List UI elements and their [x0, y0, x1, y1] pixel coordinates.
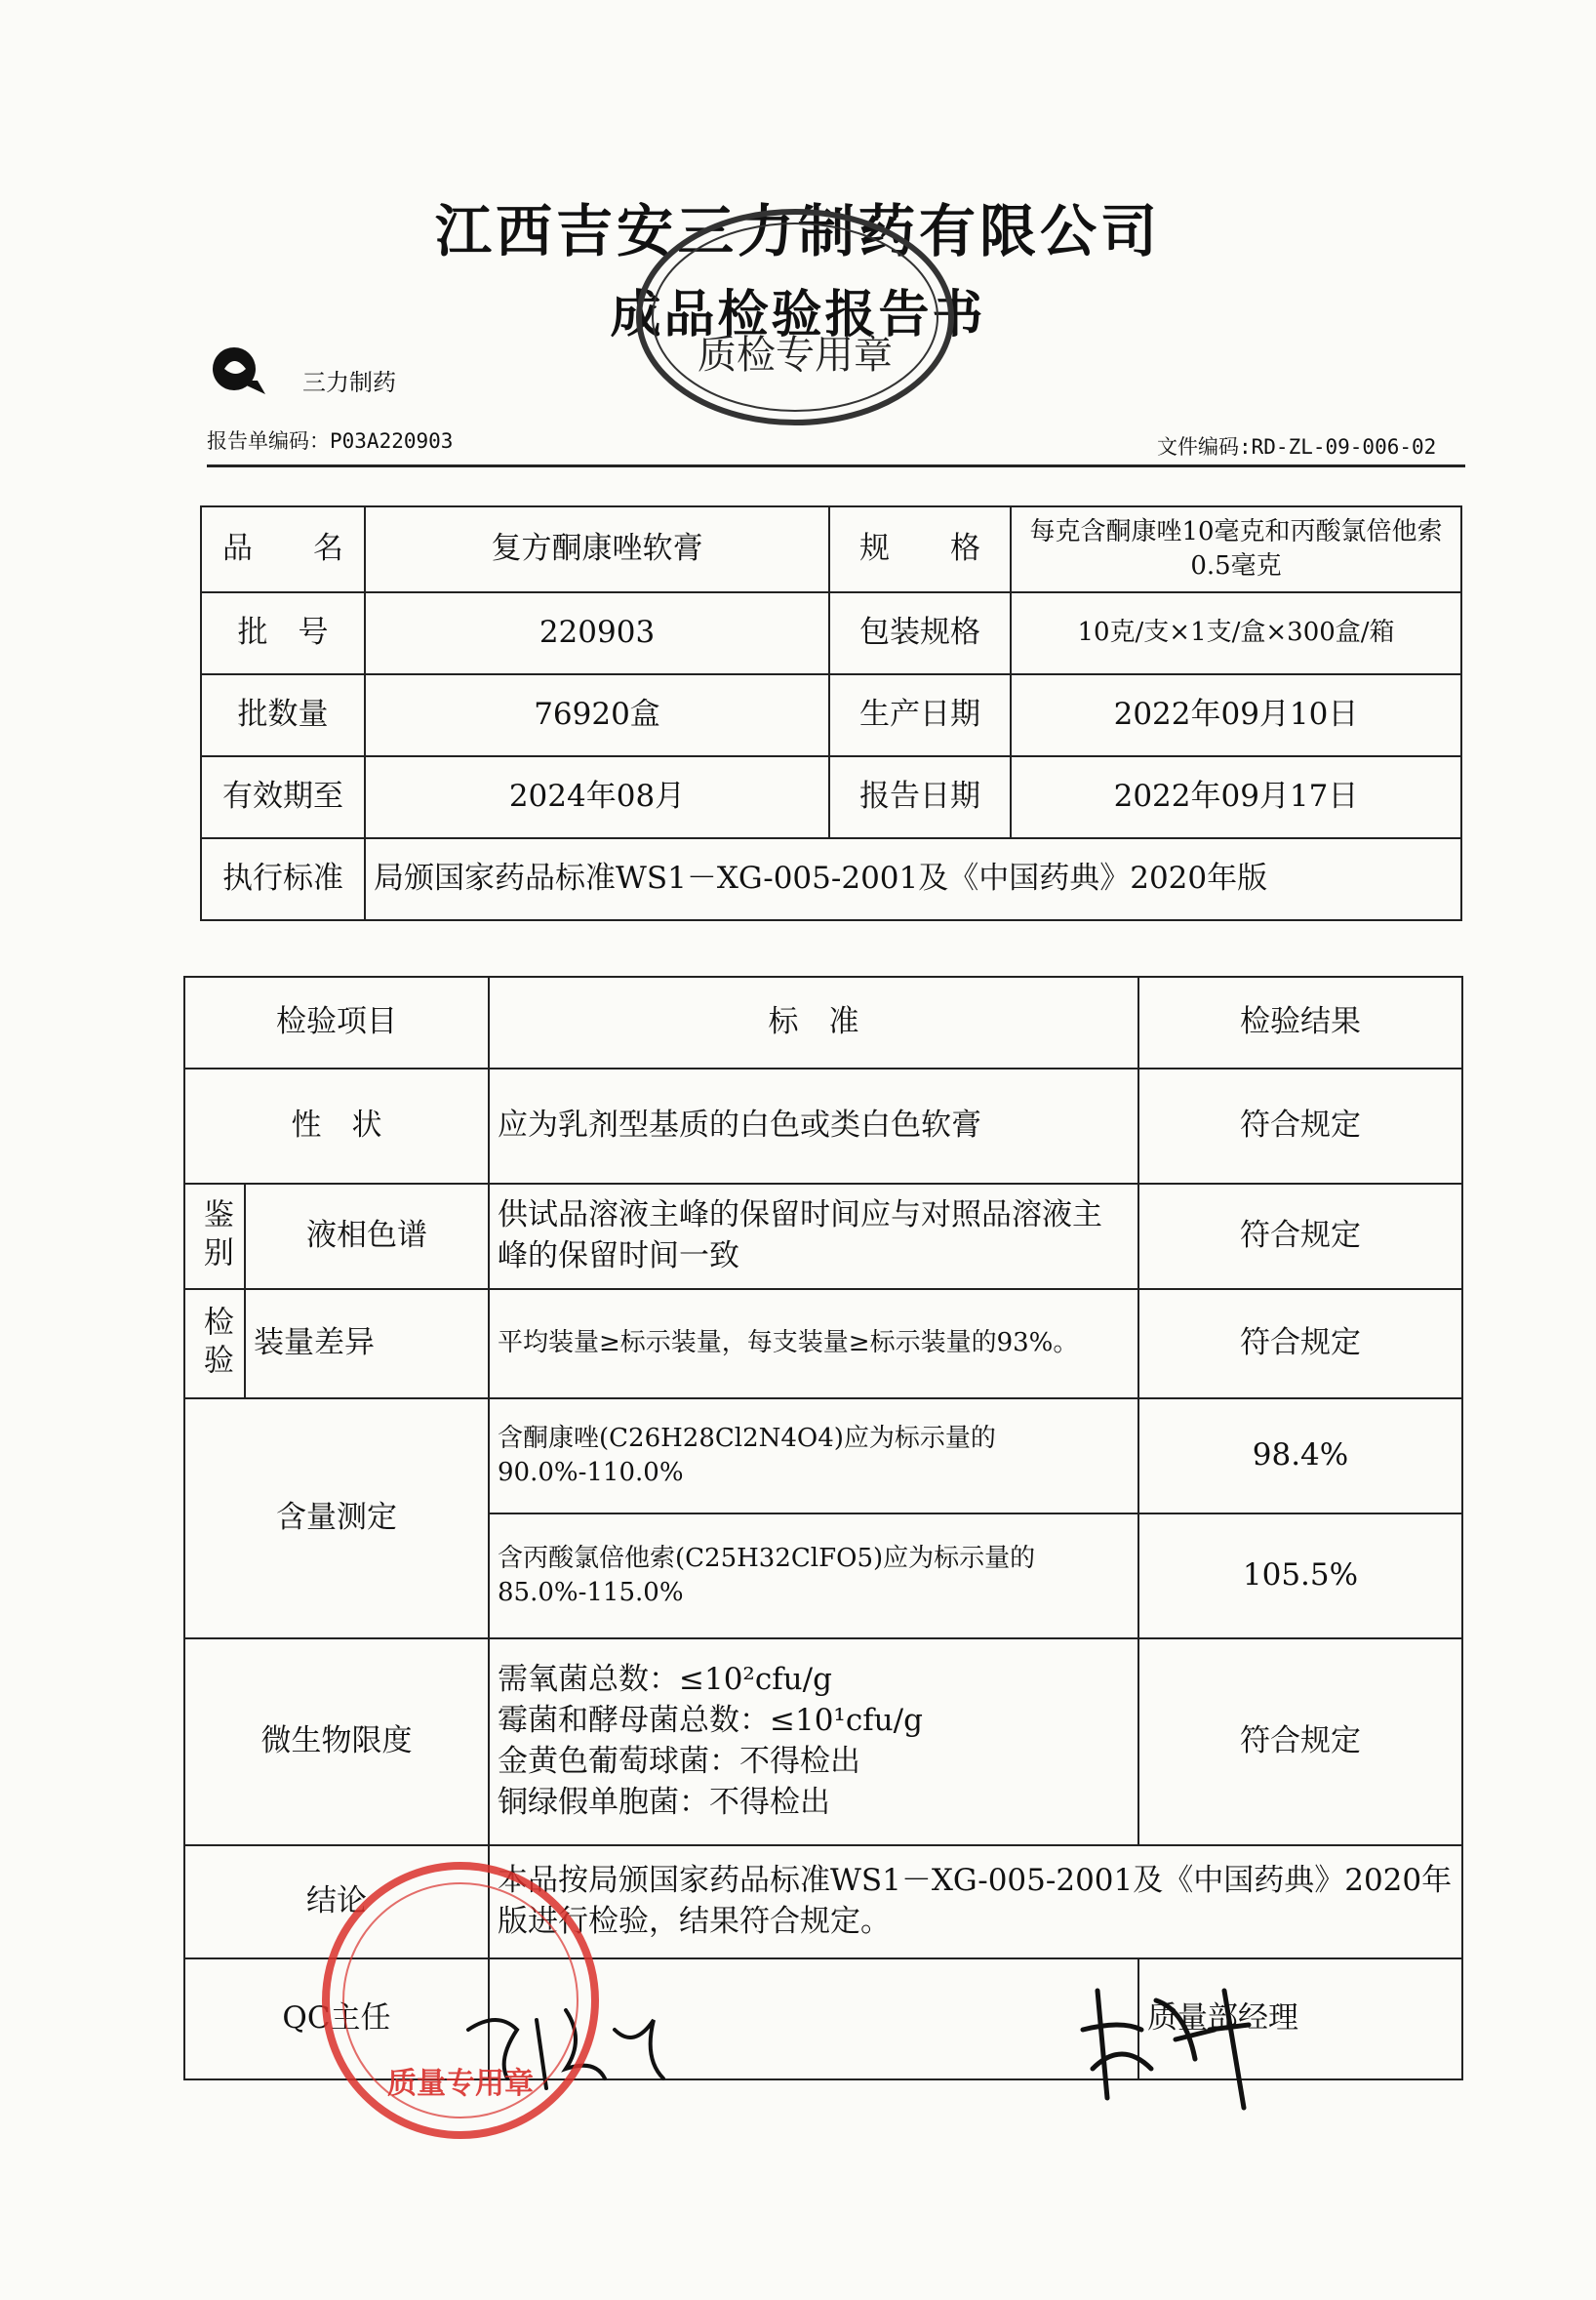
report-title: 成品检验报告书 [610, 285, 986, 344]
pack-value: 10克/支×1支/盒×300盒/箱 [1011, 592, 1461, 674]
logo-text: 三力制药 [302, 369, 396, 396]
qa-manager-label: 质量部经理 [1147, 2000, 1298, 2037]
batch-label: 批 号 [201, 592, 365, 674]
appearance-result: 符合规定 [1138, 1069, 1462, 1184]
appearance-label: 性 状 [184, 1069, 489, 1184]
batch-value: 220903 [365, 592, 829, 674]
inspection-stamp [629, 200, 961, 434]
spec-value: 每克含酮康唑10毫克和丙酸氯倍他索0.5毫克 [1011, 506, 1461, 592]
assay1-standard: 含酮康唑(C26H28Cl2N4O4)应为标示量的90.0%-110.0% [489, 1398, 1138, 1513]
assay1-result: 98.4% [1138, 1398, 1462, 1513]
expiry-value: 2024年08月 [365, 756, 829, 838]
report-date-label: 报告日期 [829, 756, 1011, 838]
quality-stamp [314, 1854, 607, 2147]
expiry-label: 有效期至 [201, 756, 365, 838]
microbial-line-2: 霉菌和酵母菌总数：≤10¹cfu/g [498, 1703, 923, 1739]
microbial-label: 微生物限度 [184, 1638, 489, 1845]
standard-label: 执行标准 [201, 838, 365, 920]
qc-director-label: QC主任 [184, 1958, 489, 2079]
appearance-standard: 应为乳剂型基质的白色或类白色软膏 [489, 1069, 1138, 1184]
check-label: 检验 [184, 1289, 245, 1398]
header-rule [207, 464, 1465, 467]
quantity-label: 批数量 [201, 674, 365, 756]
name-label: 品 名 [201, 506, 365, 592]
company-logo-icon [207, 342, 271, 400]
microbial-standard [489, 1638, 1138, 1845]
standard-value: 局颁国家药品标准WS1－XG-005-2001及《中国药典》2020年版 [365, 838, 1461, 920]
microbial-line-1: 需氧菌总数：≤10²cfu/g [498, 1662, 832, 1698]
report-number: 报告单编码：P03A220903 [207, 429, 454, 453]
assay2-standard: 含丙酸氯倍他索(C25H32ClFO5)应为标示量的85.0%-115.0% [489, 1513, 1138, 1638]
quality-stamp-text: 质量专用章 [387, 2067, 534, 2101]
fill-standard: 平均装量≥标示装量，每支装量≥标示装量的93%。 [489, 1289, 1138, 1398]
fill-label: 装量差异 [245, 1289, 489, 1398]
production-date-label: 生产日期 [829, 674, 1011, 756]
identification-label: 鉴别 [184, 1184, 245, 1289]
col-item-header: 检验项目 [184, 977, 489, 1069]
assay-label: 含量测定 [184, 1398, 489, 1638]
col-result-header: 检验结果 [1138, 977, 1462, 1069]
inspection-stamp-text: 质检专用章 [698, 333, 893, 378]
qa-signature [1078, 1971, 1273, 2118]
name-value: 复方酮康唑软膏 [365, 506, 829, 592]
assay2-result: 105.5% [1138, 1513, 1462, 1638]
spec-label: 规 格 [829, 506, 1011, 592]
microbial-line-3: 金黄色葡萄球菌：不得检出 [498, 1744, 860, 1779]
file-number: 文件编码:RD-ZL-09-006-02 [1157, 435, 1437, 459]
conclusion-label: 结论 [184, 1845, 489, 1958]
production-date-value: 2022年09月10日 [1011, 674, 1461, 756]
report-date-value: 2022年09月17日 [1011, 756, 1461, 838]
fill-result: 符合规定 [1138, 1289, 1462, 1398]
conclusion-text: 本品按局颁国家药品标准WS1－XG-005-2001及《中国药典》2020年版进行检验，结果符合规定。 [489, 1845, 1462, 1958]
hplc-result: 符合规定 [1138, 1184, 1462, 1289]
microbial-line-4: 铜绿假单胞菌：不得检出 [498, 1784, 830, 1820]
product-info-table [200, 505, 1462, 921]
company-name: 江西吉安三力制药有限公司 [434, 198, 1161, 264]
pack-label: 包装规格 [829, 592, 1011, 674]
hplc-label: 液相色谱 [245, 1184, 489, 1289]
col-standard-header: 标 准 [489, 977, 1138, 1069]
hplc-standard: 供试品溶液主峰的保留时间应与对照品溶液主峰的保留时间一致 [489, 1184, 1138, 1289]
quantity-value: 76920盒 [365, 674, 829, 756]
microbial-result: 符合规定 [1138, 1638, 1462, 1845]
